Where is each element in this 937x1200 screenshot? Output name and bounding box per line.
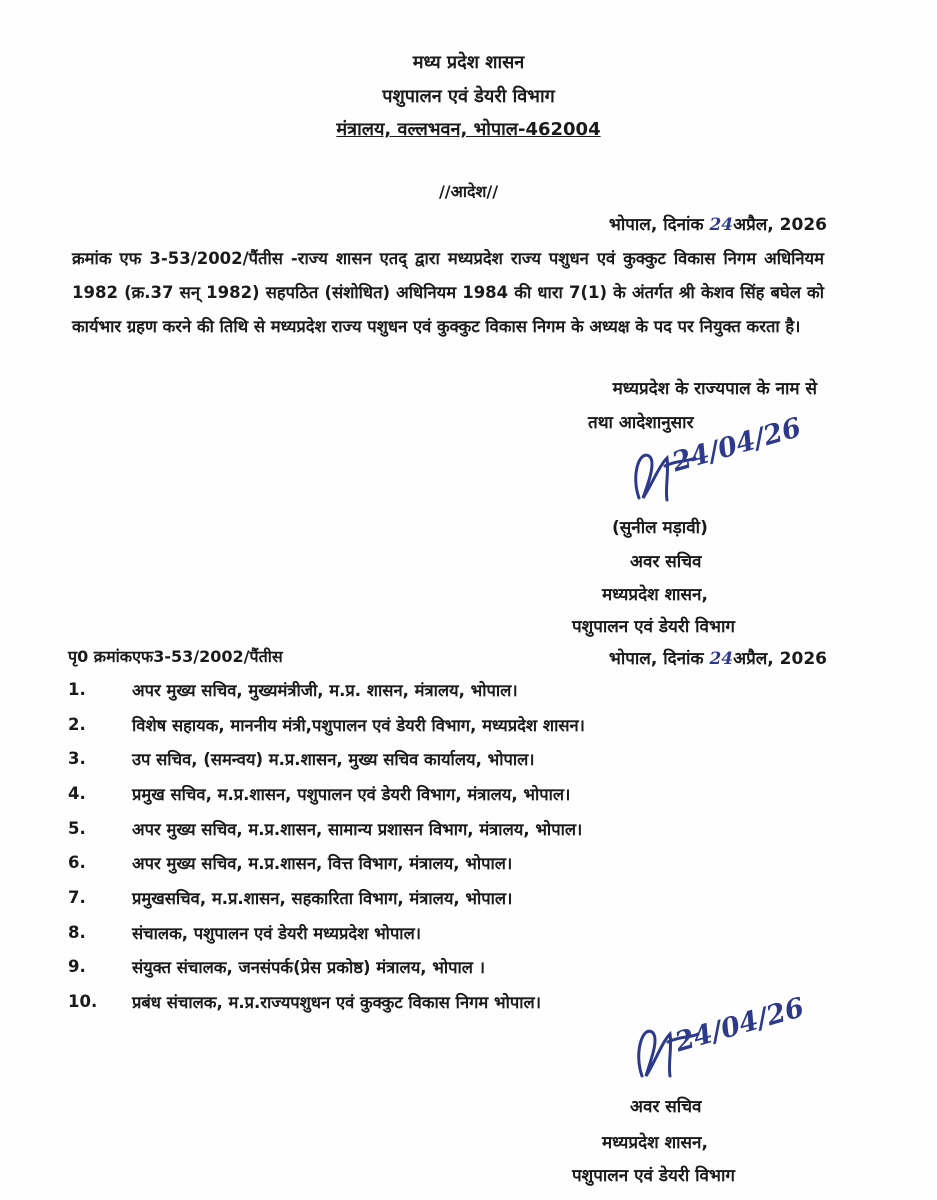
- order-date-prefix: भोपाल, दिनांक: [608, 215, 710, 235]
- distribution-item-number: 10.: [68, 992, 98, 1012]
- distribution-item-text: उप सचिव, (समन्वय) म.प्र.शासन, मुख्य सचिव कार्यालय, भोपाल।: [132, 750, 535, 770]
- endorsement-date-suffix: अप्रैल, 2026: [733, 649, 827, 669]
- endorsement-signatory-org-1: मध्यप्रदेश शासन,: [602, 1133, 708, 1153]
- distribution-item-number: 4.: [68, 783, 86, 803]
- distribution-item-text: अपर मुख्य सचिव, म.प्र.शासन, वित्त विभाग, मंत्रालय, भोपाल।: [132, 854, 513, 874]
- signature-2-date: 24/04/26: [671, 992, 808, 1059]
- signatory-title: अवर सचिव: [630, 552, 702, 572]
- signatory-org-1: मध्यप्रदेश शासन,: [602, 585, 708, 605]
- distribution-item: [68, 776, 848, 811]
- distribution-item-number: 7.: [68, 887, 86, 907]
- distribution-item: [68, 950, 848, 985]
- distribution-item-number: 6.: [68, 853, 86, 873]
- endorsement-date: [609, 646, 827, 669]
- order-body: क्रमांक एफ 3-53/2002/पैंतीस -राज्य शासन एतद् द्वारा मध्यप्रदेश राज्य पशुधन एवं कुक्कुट विकास निगम अधिनियम 1982 (क्र.37 सन् 1982) सहपठित (संशोधित) अधिनियम 1984 की धारा 7(1) के अंतर्गत श्री केशव सिंह बघेल को कार्यभार ग्रहण करने की तिथि से मध्यप्रदेश राज्य पशुधन एवं कुक्कुट विकास निगम के अध्यक्ष के पद पर नियुक्त करता है।: [72, 249, 824, 336]
- signatory-org-2: पशुपालन एवं डेयरी विभाग: [572, 617, 735, 637]
- distribution-item-number: 1.: [68, 679, 86, 699]
- distribution-item-text: अपर मुख्य सचिव, म.प्र.शासन, सामान्य प्रशासन विभाग, मंत्रालय, भोपाल।: [132, 819, 583, 839]
- order-date-suffix: अप्रैल, 2026: [733, 215, 827, 235]
- distribution-item-number: 3.: [68, 749, 86, 769]
- signatory-name: (सुनील मड़ावी): [612, 518, 708, 538]
- endorsement-date-prefix: भोपाल, दिनांक: [608, 649, 710, 669]
- signature-2: [630, 992, 820, 1090]
- distribution-item-text: अपर मुख्य सचिव, मुख्यमंत्रीजी, म.प्र. शासन, मंत्रालय, भोपाल।: [132, 680, 518, 700]
- distribution-item-text: विशेष सहायक, माननीय मंत्री,पशुपालन एवं डेयरी विभाग, मध्यप्रदेश शासन।: [132, 715, 585, 735]
- distribution-item-number: 5.: [68, 818, 86, 838]
- distribution-list: [68, 672, 848, 1019]
- order-date: [609, 212, 827, 235]
- order-title: //आदेश//: [438, 182, 499, 201]
- header-address: मंत्रालय, वल्लभवन, भोपाल-462004: [336, 119, 601, 140]
- distribution-item: [68, 672, 848, 707]
- signature-1-date: 24/04/26: [668, 412, 805, 479]
- distribution-item-number: 8.: [68, 922, 86, 942]
- distribution-item: [68, 811, 848, 846]
- header-government: मध्य प्रदेश शासन: [412, 52, 525, 73]
- distribution-item-text: प्रमुख सचिव, म.प्र.शासन, पशुपालन एवं डेयरी विभाग, मंत्रालय, भोपाल।: [132, 784, 571, 804]
- distribution-item-text: प्रमुखसचिव, म.प्र.शासन, सहकारिता विभाग, मंत्रालय, भोपाल।: [132, 888, 513, 908]
- distribution-item: [68, 845, 848, 880]
- distribution-item-number: 2.: [68, 714, 86, 734]
- distribution-item-text: प्रबंध संचालक, म.प्र.राज्यपशुधन एवं कुक्कुट विकास निगम भोपाल।: [132, 993, 541, 1013]
- endorsement-date-day-handwritten: 24: [709, 649, 734, 669]
- endorsement-signatory-org-2: पशुपालन एवं डेयरी विभाग: [572, 1166, 735, 1186]
- distribution-item-number: 9.: [68, 957, 86, 977]
- distribution-item-text: संयुक्त संचालक, जनसंपर्क(प्रेस प्रकोष्ठ) मंत्रालय, भोपाल ।: [132, 958, 485, 978]
- endorsement-reference: पृ0 क्रमांकएफ3-53/2002/पैंतीस: [68, 647, 283, 666]
- order-date-day-handwritten: 24: [709, 215, 734, 235]
- distribution-item: [68, 741, 848, 776]
- endorsement-signatory-title: अवर सचिव: [630, 1097, 702, 1117]
- closing-order: तथा आदेशानुसार: [588, 413, 694, 433]
- closing-governor: मध्यप्रदेश के राज्यपाल के नाम से: [612, 379, 817, 399]
- distribution-item-text: संचालक, पशुपालन एवं डेयरी मध्यप्रदेश भोपाल।: [132, 923, 422, 943]
- distribution-item: [68, 915, 848, 950]
- header-department: पशुपालन एवं डेयरी विभाग: [382, 86, 555, 107]
- distribution-item: [68, 880, 848, 915]
- distribution-item: [68, 707, 848, 742]
